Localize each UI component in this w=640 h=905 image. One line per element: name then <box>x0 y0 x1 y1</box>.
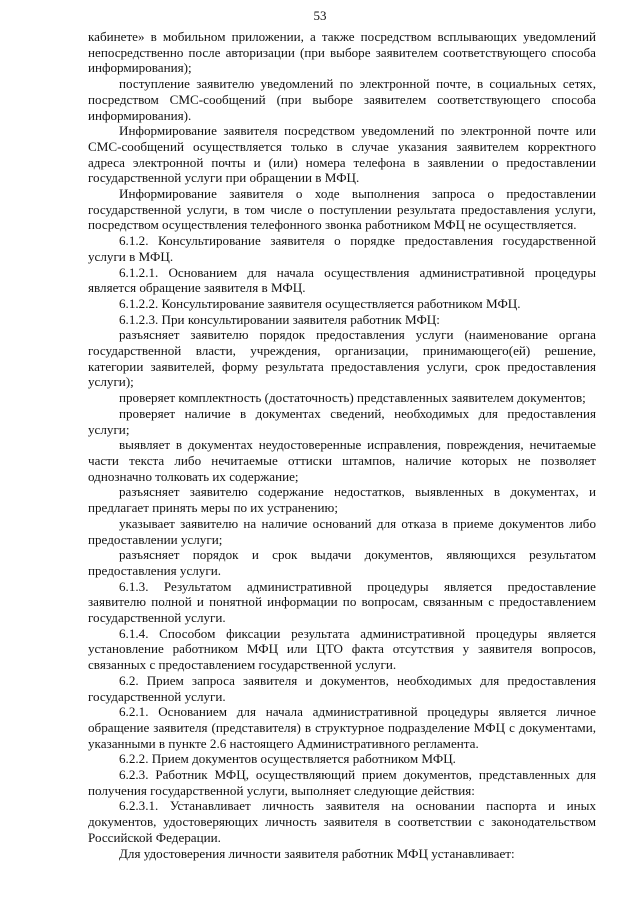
paragraph: поступление заявителю уведомлений по электронной почте, в социальных сетях, посредством СМС-сообщений (при выборе заявителем соответствующего способа информирования). <box>88 76 596 123</box>
paragraph: Для удостоверения личности заявителя работник МФЦ устанавливает: <box>119 845 515 861</box>
paragraph: указывает заявителю на наличие оснований для отказа в приеме документов либо предоставлении услуги; <box>88 515 596 547</box>
paragraph: 6.2.3.1. Устанавливает личность заявителя на основании паспорта и иных документов, удостоверяющих личность заявителя в соответствии с законодательством Российской Федерации. <box>88 798 596 845</box>
paragraph: 6.1.2.2. Консультирование заявителя осуществляется работником МФЦ. <box>119 295 521 311</box>
paragraph: Информирование заявителя о ходе выполнения запроса о предоставлении государственной услуги, в том числе о поступлении результата предоставления услуги, посредством осуществления телефонного звонка работником МФЦ не осуществляется. <box>88 186 596 233</box>
paragraph: проверяет комплектность (достаточность) представленных заявителем документов; <box>119 390 586 406</box>
paragraph: разъясняет заявителю порядок предоставления услуги (наименование органа государственной власти, учреждения, организации, принимающего(ей) решение, категории заявителей, форму результата предоставления услуги, срок предоставления услуги); <box>88 327 596 390</box>
paragraph: 6.1.3. Результатом административной процедуры является предоставление заявителю полной и понятной информации по вопросам, связанным с предоставлением государственной услуги. <box>88 578 596 626</box>
paragraph: кабинете» в мобильном приложении, а также посредством всплывающих уведомлений непосредственно после авторизации (при выборе заявителем соответствующего способа информирования); <box>88 29 596 76</box>
document-body <box>88 29 596 861</box>
paragraph: разъясняет порядок и срок выдачи документов, являющихся результатом предоставления услуги. <box>88 547 596 578</box>
paragraph: 6.1.2.1. Основанием для начала осуществления административной процедуры является обращение заявителя в МФЦ. <box>88 264 596 296</box>
paragraph: 6.2.1. Основанием для начала административной процедуры является личное обращение заявителя (представителя) в структурное подразделение МФЦ с документами, указанными в пункте 2.6 настоящего Административного регламента. <box>88 704 596 751</box>
page-number: 53 <box>313 8 327 23</box>
paragraph: Информирование заявителя посредством уведомлений по электронной почте или СМС-сообщений осуществляется только в случае указания заявителем корректного адреса электронной почты и (или) номера телефона в заявлении о предоставлении государственной услуги при обращении в МФЦ. <box>88 123 596 186</box>
paragraph: 6.2. Прием запроса заявителя и документов, необходимых для предоставления государственной услуги. <box>88 672 596 704</box>
paragraph: 6.2.3. Работник МФЦ, осуществляющий прием документов, представленных для получения государственной услуги, выполняет следующие действия: <box>88 767 596 798</box>
paragraph: 6.2.2. Прием документов осуществляется работником МФЦ. <box>119 751 456 767</box>
paragraph: 6.1.2. Консультирование заявителя о порядке предоставления государственной услуги в МФЦ. <box>88 233 596 264</box>
paragraph: 6.1.4. Способом фиксации результата административной процедуры является установление работником МФЦ или ЦТО факта отсутствия у заявителя вопросов, связанных с предоставлением государственной услуги. <box>88 625 596 673</box>
paragraph: проверяет наличие в документах сведений, необходимых для предоставления услуги; <box>88 405 596 437</box>
paragraph: разъясняет заявителю содержание недостатков, выявленных в документах, и предлагает принять меры по их устранению; <box>88 484 596 516</box>
paragraph: 6.1.2.3. При консультировании заявителя работник МФЦ: <box>119 311 440 327</box>
paragraph: выявляет в документах неудостоверенные исправления, повреждения, нечитаемые части текста либо нечитаемые оттиски штампов, наличие которых не позволяет однозначно толковать их содержание; <box>88 437 596 484</box>
